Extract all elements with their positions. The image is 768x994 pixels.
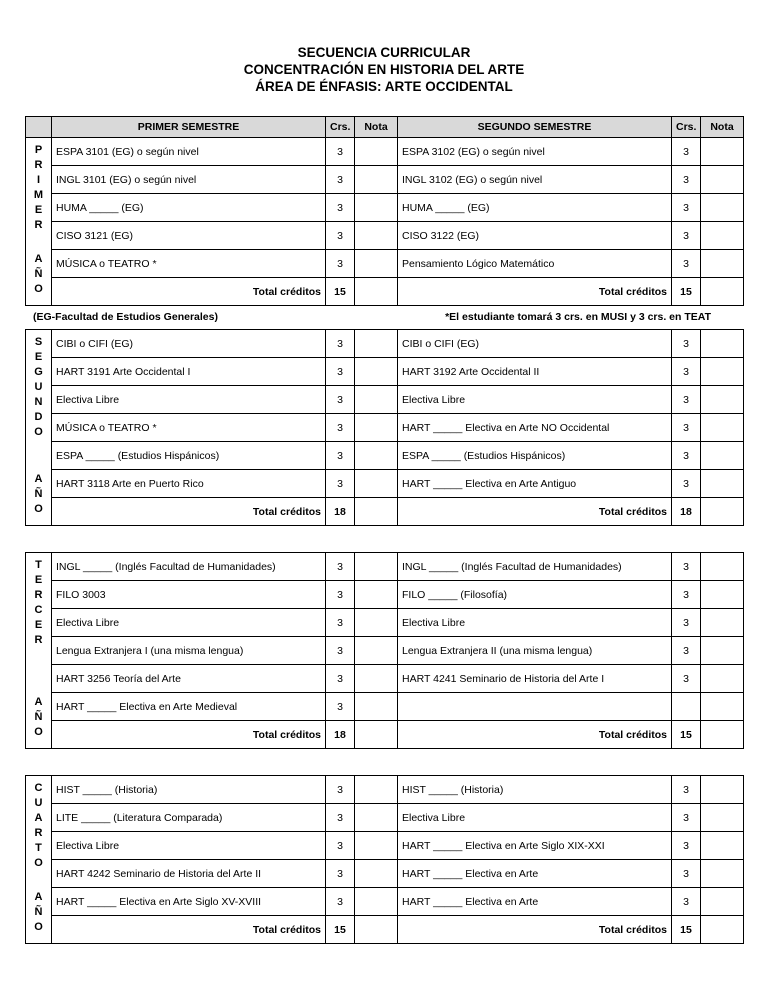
credits-cell: 3 bbox=[326, 581, 355, 609]
grade-cell bbox=[701, 776, 744, 804]
total-label-cell: Total créditos bbox=[398, 916, 672, 944]
course-row bbox=[26, 414, 744, 442]
grade-cell bbox=[701, 470, 744, 498]
grade-cell bbox=[701, 609, 744, 637]
course-cell: CIBI o CIFI (EG) bbox=[398, 330, 672, 358]
credits-cell bbox=[672, 693, 701, 721]
credits-cell: 3 bbox=[672, 665, 701, 693]
grade-cell bbox=[701, 721, 744, 749]
year-word bbox=[34, 781, 43, 871]
year-letter: O bbox=[34, 726, 43, 738]
grade-cell bbox=[701, 637, 744, 665]
grade-cell bbox=[701, 860, 744, 888]
credits-cell: 3 bbox=[326, 138, 355, 166]
course-row bbox=[26, 470, 744, 498]
year-letter: E bbox=[34, 204, 43, 216]
course-row bbox=[26, 832, 744, 860]
course-row bbox=[26, 442, 744, 470]
year-1-table bbox=[25, 116, 744, 306]
semester-1-header: PRIMER SEMESTRE bbox=[52, 117, 326, 138]
grade-cell bbox=[355, 330, 398, 358]
total-credits-cell: 15 bbox=[672, 721, 701, 749]
year-2-table bbox=[25, 329, 744, 526]
course-row bbox=[26, 693, 744, 721]
credits-cell: 3 bbox=[672, 194, 701, 222]
year-letter: R bbox=[34, 634, 43, 646]
year-label-cell bbox=[26, 776, 52, 944]
grade-cell bbox=[355, 194, 398, 222]
course-cell: Lengua Extranjera I (una misma lengua) bbox=[52, 637, 326, 665]
year-letter: O bbox=[34, 857, 43, 869]
year-letter: I bbox=[36, 174, 41, 186]
year-letter: R bbox=[34, 219, 43, 231]
grade-cell bbox=[701, 330, 744, 358]
course-cell: CIBI o CIFI (EG) bbox=[52, 330, 326, 358]
course-row bbox=[26, 637, 744, 665]
year-letter: A bbox=[34, 253, 43, 265]
credits-cell: 3 bbox=[326, 832, 355, 860]
credits-cell: 3 bbox=[672, 581, 701, 609]
grade-cell bbox=[701, 832, 744, 860]
grade-cell bbox=[701, 888, 744, 916]
year-label bbox=[26, 553, 51, 745]
total-credits-cell: 18 bbox=[672, 498, 701, 526]
credits-cell: 3 bbox=[326, 250, 355, 278]
credits-cell: 3 bbox=[672, 609, 701, 637]
total-label-cell: Total créditos bbox=[52, 498, 326, 526]
course-cell: ESPA 3102 (EG) o según nivel bbox=[398, 138, 672, 166]
course-cell: HART 3191 Arte Occidental I bbox=[52, 358, 326, 386]
year-ano bbox=[34, 252, 43, 297]
course-cell: HART 4241 Seminario de Historia del Arte I bbox=[398, 665, 672, 693]
credits-cell: 3 bbox=[326, 553, 355, 581]
grade-cell bbox=[355, 832, 398, 860]
course-cell: HIST _____ (Historia) bbox=[52, 776, 326, 804]
year-letter: O bbox=[34, 283, 43, 295]
year-letter: D bbox=[34, 411, 43, 423]
course-cell: MÚSICA o TEATRO * bbox=[52, 250, 326, 278]
course-cell: HART 4242 Seminario de Historia del Arte II bbox=[52, 860, 326, 888]
year-ano bbox=[34, 890, 43, 935]
grade-cell bbox=[701, 916, 744, 944]
year-label-cell bbox=[26, 138, 52, 306]
course-row bbox=[26, 609, 744, 637]
year-letter: O bbox=[34, 426, 43, 438]
year-letter: R bbox=[34, 589, 43, 601]
total-credits-cell: 15 bbox=[672, 916, 701, 944]
grade-cell bbox=[355, 442, 398, 470]
year-letter: R bbox=[34, 827, 43, 839]
credits-cell: 3 bbox=[326, 804, 355, 832]
grade-cell bbox=[355, 386, 398, 414]
grade-cell bbox=[355, 721, 398, 749]
grade-cell bbox=[701, 386, 744, 414]
total-label-cell: Total créditos bbox=[52, 278, 326, 306]
year-letter: E bbox=[34, 619, 43, 631]
grade-cell bbox=[355, 250, 398, 278]
credits-cell: 3 bbox=[326, 665, 355, 693]
year-letter: N bbox=[34, 396, 43, 408]
total-label-cell: Total créditos bbox=[398, 498, 672, 526]
credits-cell: 3 bbox=[672, 414, 701, 442]
course-cell: Electiva Libre bbox=[398, 804, 672, 832]
year-letter: E bbox=[34, 351, 43, 363]
course-cell: ESPA _____ (Estudios Hispánicos) bbox=[398, 442, 672, 470]
year-letter: C bbox=[34, 782, 43, 794]
third-year-table-container bbox=[25, 552, 743, 749]
grade-cell bbox=[701, 358, 744, 386]
course-cell: CISO 3122 (EG) bbox=[398, 222, 672, 250]
credits-cell: 3 bbox=[326, 222, 355, 250]
grade-cell bbox=[701, 278, 744, 306]
year-letter: E bbox=[34, 574, 43, 586]
year-letter: C bbox=[34, 604, 43, 616]
fourth-year-table-container bbox=[25, 775, 743, 944]
year-label-cell bbox=[26, 553, 52, 749]
second-year-table-container bbox=[25, 329, 743, 526]
credits-cell: 3 bbox=[326, 194, 355, 222]
year-label-header-cell bbox=[26, 117, 52, 138]
credits-header: Crs. bbox=[672, 117, 701, 138]
grade-cell bbox=[355, 166, 398, 194]
total-label-cell: Total créditos bbox=[52, 721, 326, 749]
title-line-2: CONCENTRACIÓN EN HISTORIA DEL ARTE bbox=[243, 62, 525, 77]
grade-cell bbox=[355, 693, 398, 721]
course-cell bbox=[398, 693, 672, 721]
grade-cell bbox=[355, 278, 398, 306]
total-row bbox=[26, 498, 744, 526]
title-line-3: ÁREA DE ÉNFASIS: ARTE OCCIDENTAL bbox=[255, 79, 513, 94]
year-letter: U bbox=[34, 381, 43, 393]
credits-cell: 3 bbox=[672, 222, 701, 250]
grade-cell bbox=[701, 166, 744, 194]
grade-cell bbox=[355, 222, 398, 250]
course-cell: ESPA _____ (Estudios Hispánicos) bbox=[52, 442, 326, 470]
grade-cell bbox=[701, 250, 744, 278]
course-row bbox=[26, 358, 744, 386]
course-cell: Electiva Libre bbox=[398, 386, 672, 414]
total-credits-cell: 18 bbox=[326, 721, 355, 749]
course-row bbox=[26, 330, 744, 358]
course-cell: ESPA 3101 (EG) o según nivel bbox=[52, 138, 326, 166]
credits-cell: 3 bbox=[326, 637, 355, 665]
year-letter: U bbox=[34, 797, 43, 809]
year-letter: G bbox=[34, 366, 43, 378]
course-cell: HART _____ Electiva en Arte Siglo XIX-XXI bbox=[398, 832, 672, 860]
credits-cell: 3 bbox=[672, 470, 701, 498]
grade-cell bbox=[701, 581, 744, 609]
credits-cell: 3 bbox=[326, 693, 355, 721]
semester-header-row bbox=[26, 117, 744, 138]
course-row bbox=[26, 222, 744, 250]
grade-cell bbox=[355, 916, 398, 944]
grade-cell bbox=[355, 637, 398, 665]
year-word bbox=[34, 335, 43, 440]
grade-header: Nota bbox=[701, 117, 744, 138]
credits-cell: 3 bbox=[672, 386, 701, 414]
grade-cell bbox=[355, 804, 398, 832]
credits-cell: 3 bbox=[672, 832, 701, 860]
grade-cell bbox=[355, 138, 398, 166]
credits-cell: 3 bbox=[326, 414, 355, 442]
year-letter: Ñ bbox=[34, 268, 43, 280]
course-row bbox=[26, 194, 744, 222]
course-row bbox=[26, 250, 744, 278]
total-row bbox=[26, 721, 744, 749]
year-letter: T bbox=[35, 559, 42, 571]
credits-cell: 3 bbox=[326, 860, 355, 888]
document-title bbox=[25, 44, 743, 95]
course-cell: HUMA _____ (EG) bbox=[398, 194, 672, 222]
total-credits-cell: 18 bbox=[326, 498, 355, 526]
semester-2-header: SEGUNDO SEMESTRE bbox=[398, 117, 672, 138]
grade-cell bbox=[701, 665, 744, 693]
course-cell: Pensamiento Lógico Matemático bbox=[398, 250, 672, 278]
grade-cell bbox=[355, 665, 398, 693]
grade-cell bbox=[355, 776, 398, 804]
total-credits-cell: 15 bbox=[326, 916, 355, 944]
credits-cell: 3 bbox=[326, 442, 355, 470]
credits-cell: 3 bbox=[672, 442, 701, 470]
credits-cell: 3 bbox=[326, 330, 355, 358]
year-label bbox=[26, 138, 51, 302]
course-row bbox=[26, 860, 744, 888]
credits-cell: 3 bbox=[672, 358, 701, 386]
grade-cell bbox=[701, 553, 744, 581]
course-cell: INGL 3101 (EG) o según nivel bbox=[52, 166, 326, 194]
credits-cell: 3 bbox=[326, 609, 355, 637]
course-cell: HART 3256 Teoría del Arte bbox=[52, 665, 326, 693]
grade-cell bbox=[701, 138, 744, 166]
course-cell: FILO _____ (Filosofía) bbox=[398, 581, 672, 609]
year-letter: A bbox=[34, 473, 43, 485]
grade-cell bbox=[701, 194, 744, 222]
course-row bbox=[26, 581, 744, 609]
grade-cell bbox=[355, 470, 398, 498]
credits-cell: 3 bbox=[326, 470, 355, 498]
year-label bbox=[26, 330, 51, 522]
grade-cell bbox=[355, 498, 398, 526]
footnotes-row bbox=[25, 311, 743, 323]
course-cell: Lengua Extranjera II (una misma lengua) bbox=[398, 637, 672, 665]
course-row bbox=[26, 386, 744, 414]
course-cell: Electiva Libre bbox=[398, 609, 672, 637]
footnote-eg: (EG-Facultad de Estudios Generales) bbox=[33, 311, 218, 323]
year-3-table bbox=[25, 552, 744, 749]
year-letter: O bbox=[34, 503, 43, 515]
course-cell: HART 3118 Arte en Puerto Rico bbox=[52, 470, 326, 498]
course-cell: Electiva Libre bbox=[52, 386, 326, 414]
grade-cell bbox=[701, 804, 744, 832]
year-ano bbox=[34, 472, 43, 517]
year-letter: R bbox=[34, 159, 43, 171]
credits-cell: 3 bbox=[326, 386, 355, 414]
grade-cell bbox=[355, 414, 398, 442]
course-row bbox=[26, 665, 744, 693]
course-row bbox=[26, 888, 744, 916]
course-cell: CISO 3121 (EG) bbox=[52, 222, 326, 250]
grade-cell bbox=[701, 498, 744, 526]
year-letter: M bbox=[33, 189, 44, 201]
credits-cell: 3 bbox=[672, 138, 701, 166]
course-cell: FILO 3003 bbox=[52, 581, 326, 609]
credits-cell: 3 bbox=[672, 166, 701, 194]
course-cell: INGL _____ (Inglés Facultad de Humanidades) bbox=[52, 553, 326, 581]
course-cell: HUMA _____ (EG) bbox=[52, 194, 326, 222]
first-year-table-container bbox=[25, 116, 743, 306]
credits-cell: 3 bbox=[326, 358, 355, 386]
year-letter: T bbox=[35, 842, 42, 854]
grade-cell bbox=[355, 553, 398, 581]
total-label-cell: Total créditos bbox=[52, 916, 326, 944]
total-label-cell: Total créditos bbox=[398, 721, 672, 749]
year-4-table bbox=[25, 775, 744, 944]
course-cell: HART _____ Electiva en Arte NO Occidental bbox=[398, 414, 672, 442]
course-cell: HART _____ Electiva en Arte bbox=[398, 888, 672, 916]
total-label-cell: Total créditos bbox=[398, 278, 672, 306]
credits-cell: 3 bbox=[672, 250, 701, 278]
grade-cell bbox=[355, 860, 398, 888]
year-letter: Ñ bbox=[34, 711, 43, 723]
course-cell: INGL _____ (Inglés Facultad de Humanidades) bbox=[398, 553, 672, 581]
course-row bbox=[26, 776, 744, 804]
credits-cell: 3 bbox=[672, 637, 701, 665]
course-cell: HART _____ Electiva en Arte bbox=[398, 860, 672, 888]
year-label bbox=[26, 776, 51, 940]
year-letter: A bbox=[34, 696, 43, 708]
year-label-cell bbox=[26, 330, 52, 526]
course-cell: INGL 3102 (EG) o según nivel bbox=[398, 166, 672, 194]
course-cell: MÚSICA o TEATRO * bbox=[52, 414, 326, 442]
course-cell: HART 3192 Arte Occidental II bbox=[398, 358, 672, 386]
course-cell: HIST _____ (Historia) bbox=[398, 776, 672, 804]
course-cell: LITE _____ (Literatura Comparada) bbox=[52, 804, 326, 832]
course-cell: Electiva Libre bbox=[52, 832, 326, 860]
footnote-musi-teat: *El estudiante tomará 3 crs. en MUSI y 3 crs. en TEAT bbox=[445, 311, 711, 323]
year-letter: Ñ bbox=[34, 906, 43, 918]
year-word bbox=[34, 143, 43, 233]
year-letter: P bbox=[34, 144, 43, 156]
course-cell: HART _____ Electiva en Arte Antiguo bbox=[398, 470, 672, 498]
credits-cell: 3 bbox=[326, 776, 355, 804]
course-row bbox=[26, 804, 744, 832]
year-letter: A bbox=[34, 891, 43, 903]
credits-cell: 3 bbox=[672, 553, 701, 581]
grade-cell bbox=[355, 609, 398, 637]
grade-header: Nota bbox=[355, 117, 398, 138]
course-cell: HART _____ Electiva en Arte Siglo XV-XVIII bbox=[52, 888, 326, 916]
credits-cell: 3 bbox=[672, 776, 701, 804]
credits-header: Crs. bbox=[326, 117, 355, 138]
year-word bbox=[35, 558, 43, 648]
year-letter: O bbox=[34, 921, 43, 933]
course-cell: Electiva Libre bbox=[52, 609, 326, 637]
course-cell: HART _____ Electiva en Arte Medieval bbox=[52, 693, 326, 721]
title-line-1: SECUENCIA CURRICULAR bbox=[297, 45, 471, 60]
credits-cell: 3 bbox=[672, 804, 701, 832]
year-letter: A bbox=[34, 812, 43, 824]
course-row bbox=[26, 138, 744, 166]
credits-cell: 3 bbox=[326, 888, 355, 916]
year-ano bbox=[34, 695, 43, 740]
credits-cell: 3 bbox=[326, 166, 355, 194]
grade-cell bbox=[701, 414, 744, 442]
grade-cell bbox=[701, 442, 744, 470]
grade-cell bbox=[355, 358, 398, 386]
total-credits-cell: 15 bbox=[672, 278, 701, 306]
course-row bbox=[26, 166, 744, 194]
grade-cell bbox=[355, 888, 398, 916]
total-row bbox=[26, 916, 744, 944]
credits-cell: 3 bbox=[672, 860, 701, 888]
grade-cell bbox=[355, 581, 398, 609]
credits-cell: 3 bbox=[672, 888, 701, 916]
total-row bbox=[26, 278, 744, 306]
grade-cell bbox=[701, 693, 744, 721]
year-letter: Ñ bbox=[34, 488, 43, 500]
credits-cell: 3 bbox=[672, 330, 701, 358]
grade-cell bbox=[701, 222, 744, 250]
year-letter: S bbox=[34, 336, 43, 348]
course-row bbox=[26, 553, 744, 581]
total-credits-cell: 15 bbox=[326, 278, 355, 306]
